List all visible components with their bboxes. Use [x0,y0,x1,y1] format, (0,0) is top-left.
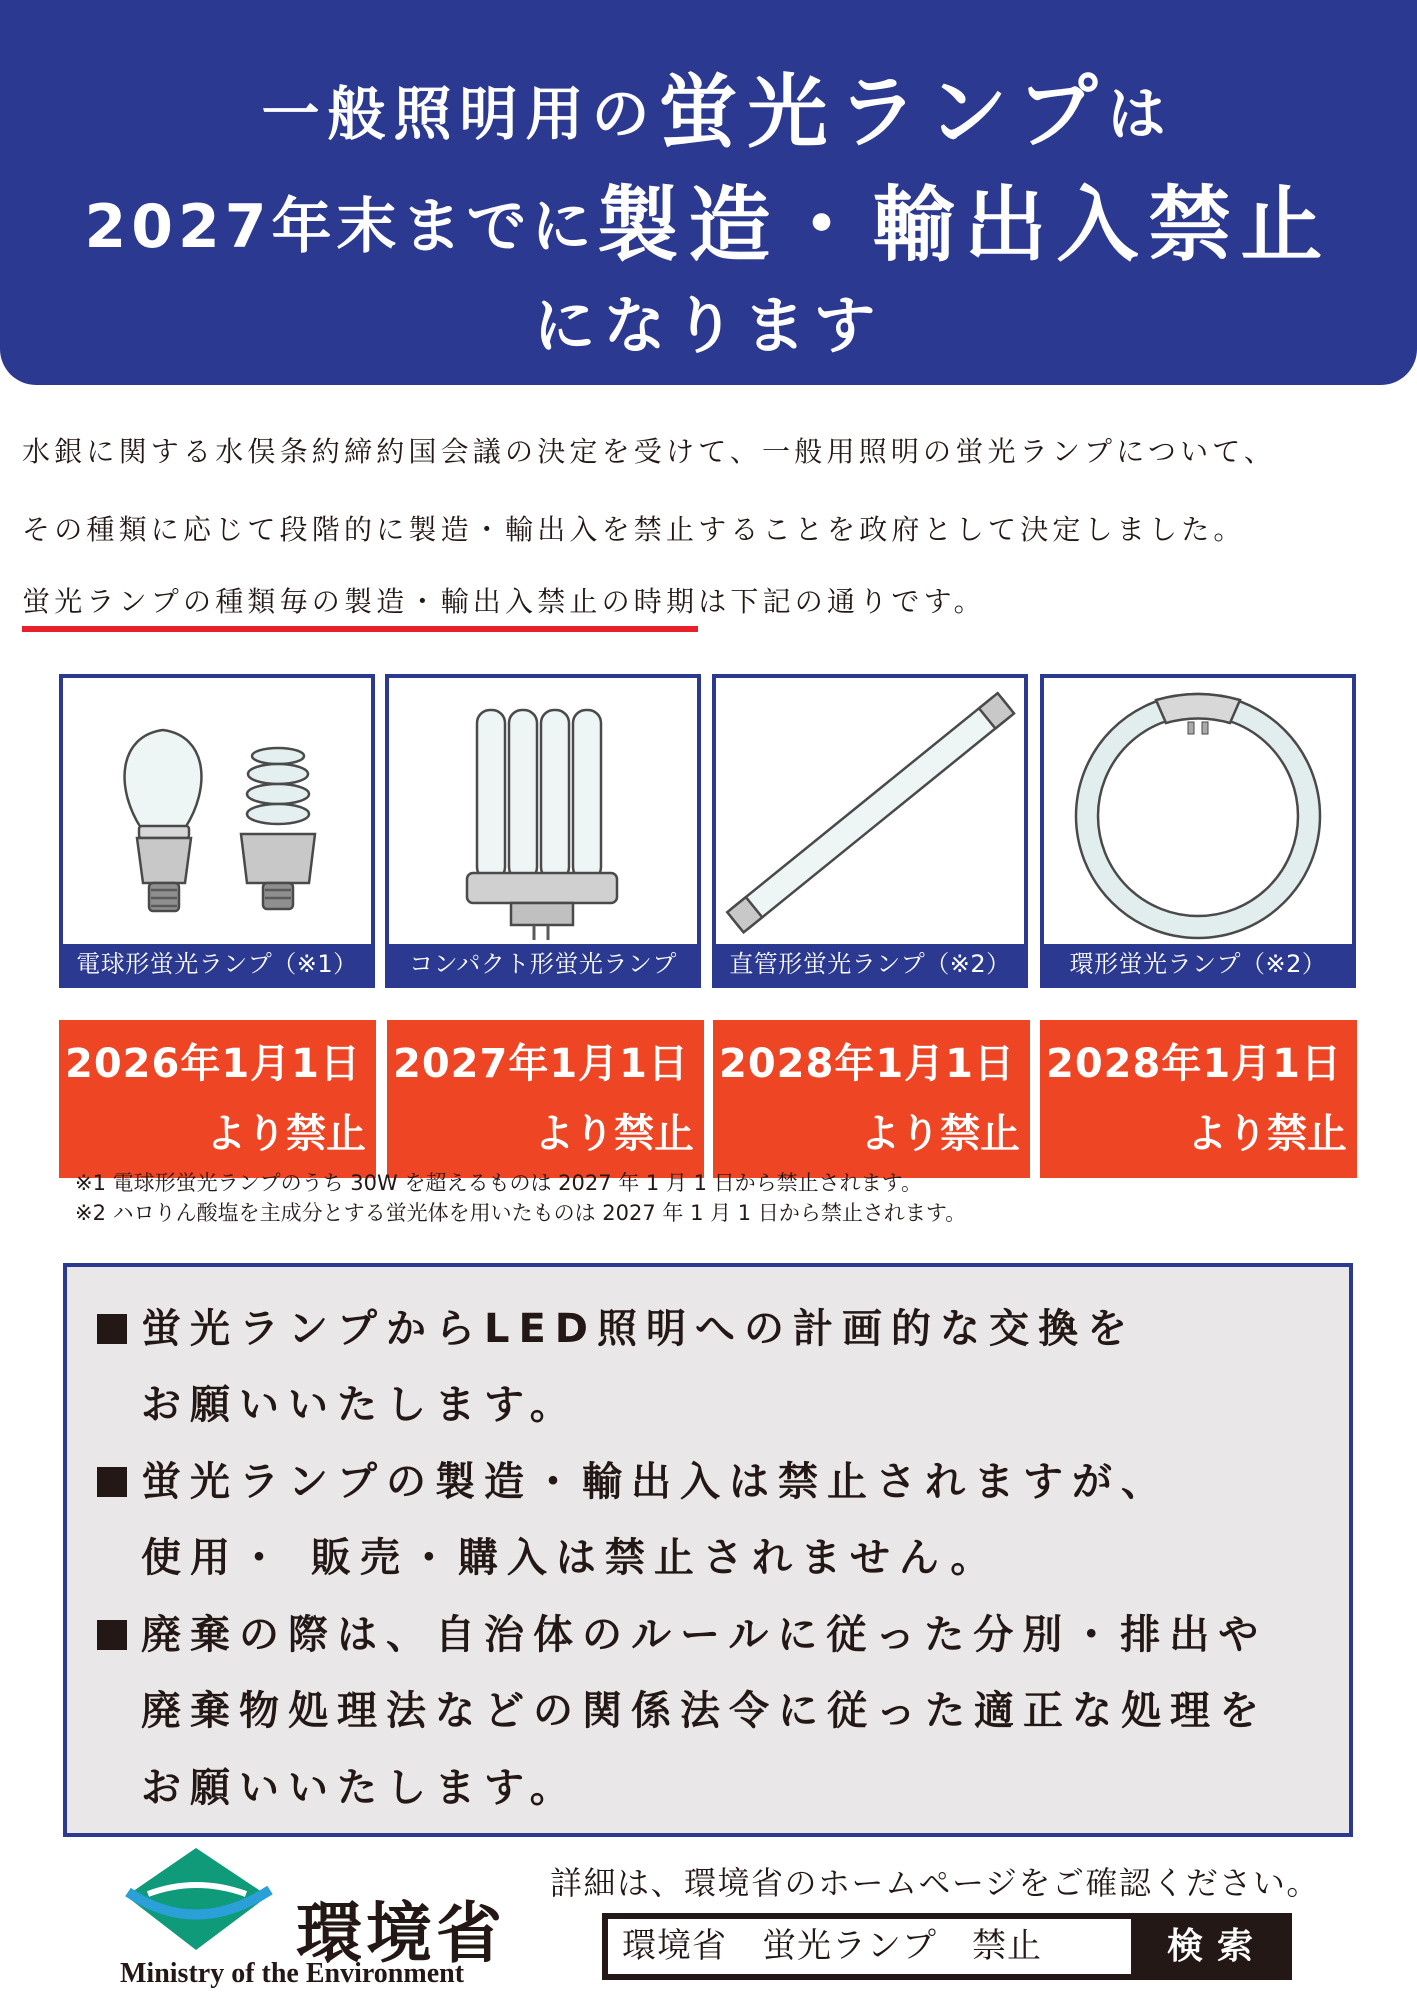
ministry-name-en: Ministry of the Environment [120,1958,465,1989]
headline-line-2 [0,160,1417,277]
lamp-label: 直管形蛍光ランプ（※2） [716,944,1024,984]
square-bullet-icon [97,1314,127,1344]
ministry-logo [118,1846,518,1996]
notice-text: 蛍光ランプの製造・輸出入は禁止されますが、 [141,1459,1170,1505]
intro-line-3 [22,580,1412,620]
intro-text: は下記の通りです。 [698,585,986,618]
notice-item-1 [97,1297,1136,1354]
ban-date: 2028年1月1日 [1046,1041,1342,1087]
notice-item-2-cont: 使用・ 販売・購入は禁止されません。 [141,1535,1000,1581]
ban-date: 2028年1月1日 [719,1041,1015,1087]
notice-item-3-cont: お願いいたします。 [141,1765,579,1811]
square-bullet-icon [97,1620,127,1650]
ban-label: より禁止 [1187,1111,1347,1157]
detail-instruction: 詳細は、環境省のホームページをご確認ください。 [550,1864,1320,1902]
ban-date-box [59,1020,376,1178]
notice-item-3-cont: 廃棄物処理法などの関係法令に従った適正な処理を [141,1688,1268,1734]
underlined-text: 蛍光ランプの種類毎の製造・輸出入禁止の時期 [22,580,698,620]
notice-text: 蛍光ランプからLED照明への計画的な交換を [141,1306,1137,1352]
ban-label: より禁止 [534,1111,694,1157]
headline-text: 一般照明用の [261,80,658,148]
footnote-1: ※1 電球形蛍光ランプのうち 30W を超えるものは 2027 年 1 月 1 日から禁止されます。 [75,1171,923,1195]
ban-label: より禁止 [860,1111,1020,1157]
headline-line-3: になります [533,289,884,362]
square-bullet-icon [97,1467,127,1497]
notice-item-1-cont: お願いいたします。 [141,1382,579,1428]
notice-text: 廃棄の際は、自治体のルールに従った分別・排出や [141,1612,1268,1658]
header-banner [0,0,1417,385]
bulb-lamp-icon [63,678,371,946]
intro-line-1: 水銀に関する水俣条約締約国会議の決定を受けて、一般用照明の蛍光ランプについて、 [22,435,1277,468]
notice-box [63,1263,1353,1837]
footnote-2: ※2 ハロりん酸塩を主成分とする蛍光体を用いたものは 2027 年 1 月 1 日から禁止されます。 [75,1201,967,1225]
lamp-label: 電球形蛍光ランプ（※1） [63,944,371,984]
ban-label: より禁止 [206,1111,366,1157]
compact-lamp-icon [389,678,697,946]
lamp-card-bulb [59,674,375,988]
circular-lamp-icon [1044,678,1352,946]
ban-date-box [387,1020,704,1178]
headline-emphasis: 蛍光ランプ [657,66,1108,159]
ministry-emblem-icon [118,1846,288,1956]
ban-date-box [1040,1020,1357,1178]
lamp-label: コンパクト形蛍光ランプ [389,944,697,984]
intro-line-2: その種類に応じて段階的に製造・輸出入を禁止することを政府として決定しました。 [22,513,1246,546]
lamp-card-circular [1040,674,1356,988]
lamp-label: 環形蛍光ランプ（※2） [1044,944,1352,984]
lamp-card-compact [385,674,701,988]
ban-date: 2026年1月1日 [65,1041,361,1087]
headline-line-1 [0,48,1417,163]
ban-date-box [713,1020,1030,1178]
notice-item-2 [97,1450,1170,1507]
search-input[interactable] [608,1919,1131,1974]
straight-tube-lamp-icon [716,678,1024,946]
search-bar [602,1913,1292,1980]
headline-text: は [1107,80,1166,148]
notice-item-3 [97,1603,1267,1660]
headline-emphasis: 製造・輸出入禁止 [596,178,1333,273]
lamp-card-straight [712,674,1028,988]
headline-text: 2027年末までに [84,192,597,262]
search-button[interactable]: 検索 [1166,1926,1267,1967]
footnotes [75,1168,966,1228]
ministry-name-jp: 環境省 [296,1894,506,1972]
ban-date: 2027年1月1日 [393,1041,689,1087]
